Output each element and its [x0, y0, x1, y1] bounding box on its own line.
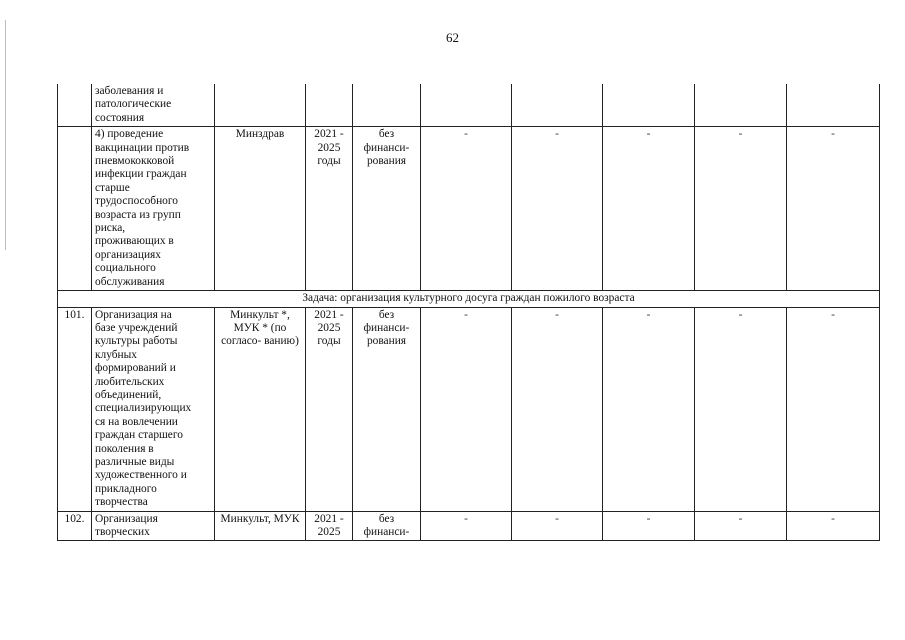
description-line: организациях [95, 248, 161, 261]
description-line: пневмококковой [95, 155, 175, 168]
description-line: состояния [95, 111, 145, 124]
row-value: - [512, 307, 603, 511]
margin-line [5, 20, 6, 250]
row-number: 101. [58, 307, 92, 511]
description-line: поколения в [95, 442, 154, 455]
row-value: - [512, 127, 603, 291]
row-value [512, 84, 603, 127]
table-row [58, 84, 880, 127]
row-value [695, 84, 787, 127]
description-line: трудоспособного [95, 195, 178, 208]
row-value [787, 84, 880, 127]
row-value: - [421, 511, 512, 541]
description-line: творчества [95, 496, 148, 509]
row-description [92, 127, 215, 291]
row-value [421, 84, 512, 127]
row-period: 2021 - 2025 годы [306, 127, 353, 291]
description-line: граждан старшего [95, 429, 183, 442]
table-row [58, 511, 880, 541]
row-financing [353, 84, 421, 127]
description-line: старше [95, 181, 130, 194]
description-line: любительских [95, 375, 165, 388]
description-line: специализирующих [95, 402, 192, 415]
description-line: заболевания и [95, 85, 164, 97]
row-financing: без финанси- [353, 511, 421, 541]
row-value: - [695, 511, 787, 541]
row-value: - [787, 127, 880, 291]
row-period: 2021 - 2025 [306, 511, 353, 541]
description-line: инфекции граждан [95, 168, 187, 181]
row-value [603, 84, 695, 127]
row-period [306, 84, 353, 127]
description-line: формирований и [95, 362, 176, 375]
description-line: Организация на [95, 308, 172, 321]
description-line: различные виды [95, 455, 175, 468]
table-row [58, 307, 880, 511]
row-value: - [421, 127, 512, 291]
description-line: социального [95, 262, 156, 275]
description-line: обслуживания [95, 275, 165, 288]
description-line: риска, [95, 222, 126, 235]
row-description [92, 511, 215, 541]
row-financing: без финанси- рования [353, 127, 421, 291]
description-line: базе учреждений [95, 321, 178, 334]
row-value: - [695, 127, 787, 291]
row-description [92, 84, 215, 127]
description-line: художественного и [95, 469, 187, 482]
program-table [57, 84, 880, 541]
description-line: 4) проведение [95, 128, 164, 141]
description-line: Организация [95, 512, 158, 525]
row-value: - [787, 511, 880, 541]
description-line: возраста из групп [95, 208, 181, 221]
description-line: объединений, [95, 388, 162, 401]
description-line: вакцинации против [95, 141, 190, 154]
description-line: проживающих в [95, 235, 174, 248]
description-line: ся на вовлечении [95, 415, 178, 428]
page-number: 62 [446, 30, 459, 45]
row-number [58, 84, 92, 127]
row-financing: без финанси- рования [353, 307, 421, 511]
row-value: - [603, 307, 695, 511]
task-row [58, 291, 880, 307]
task-heading: Задача: организация культурного досуга граждан пожилого возраста [58, 291, 880, 307]
row-value: - [421, 307, 512, 511]
description-line: прикладного [95, 482, 157, 495]
table-row [58, 127, 880, 291]
description-line: патологические [95, 98, 172, 111]
row-executor [215, 84, 306, 127]
row-value: - [603, 511, 695, 541]
row-executor: Минздрав [215, 127, 306, 291]
row-period: 2021 - 2025 годы [306, 307, 353, 511]
description-line: творческих [95, 526, 150, 538]
description-line: клубных [95, 348, 138, 361]
row-executor: Минкульт *, МУК * (по согласо- ванию) [215, 307, 306, 511]
row-executor: Минкульт, МУК [215, 511, 306, 541]
row-value: - [603, 127, 695, 291]
row-number [58, 127, 92, 291]
row-number: 102. [58, 511, 92, 541]
description-line: культуры работы [95, 335, 178, 348]
table-body [58, 84, 880, 541]
row-value: - [695, 307, 787, 511]
row-value: - [512, 511, 603, 541]
row-description [92, 307, 215, 511]
row-value: - [787, 307, 880, 511]
